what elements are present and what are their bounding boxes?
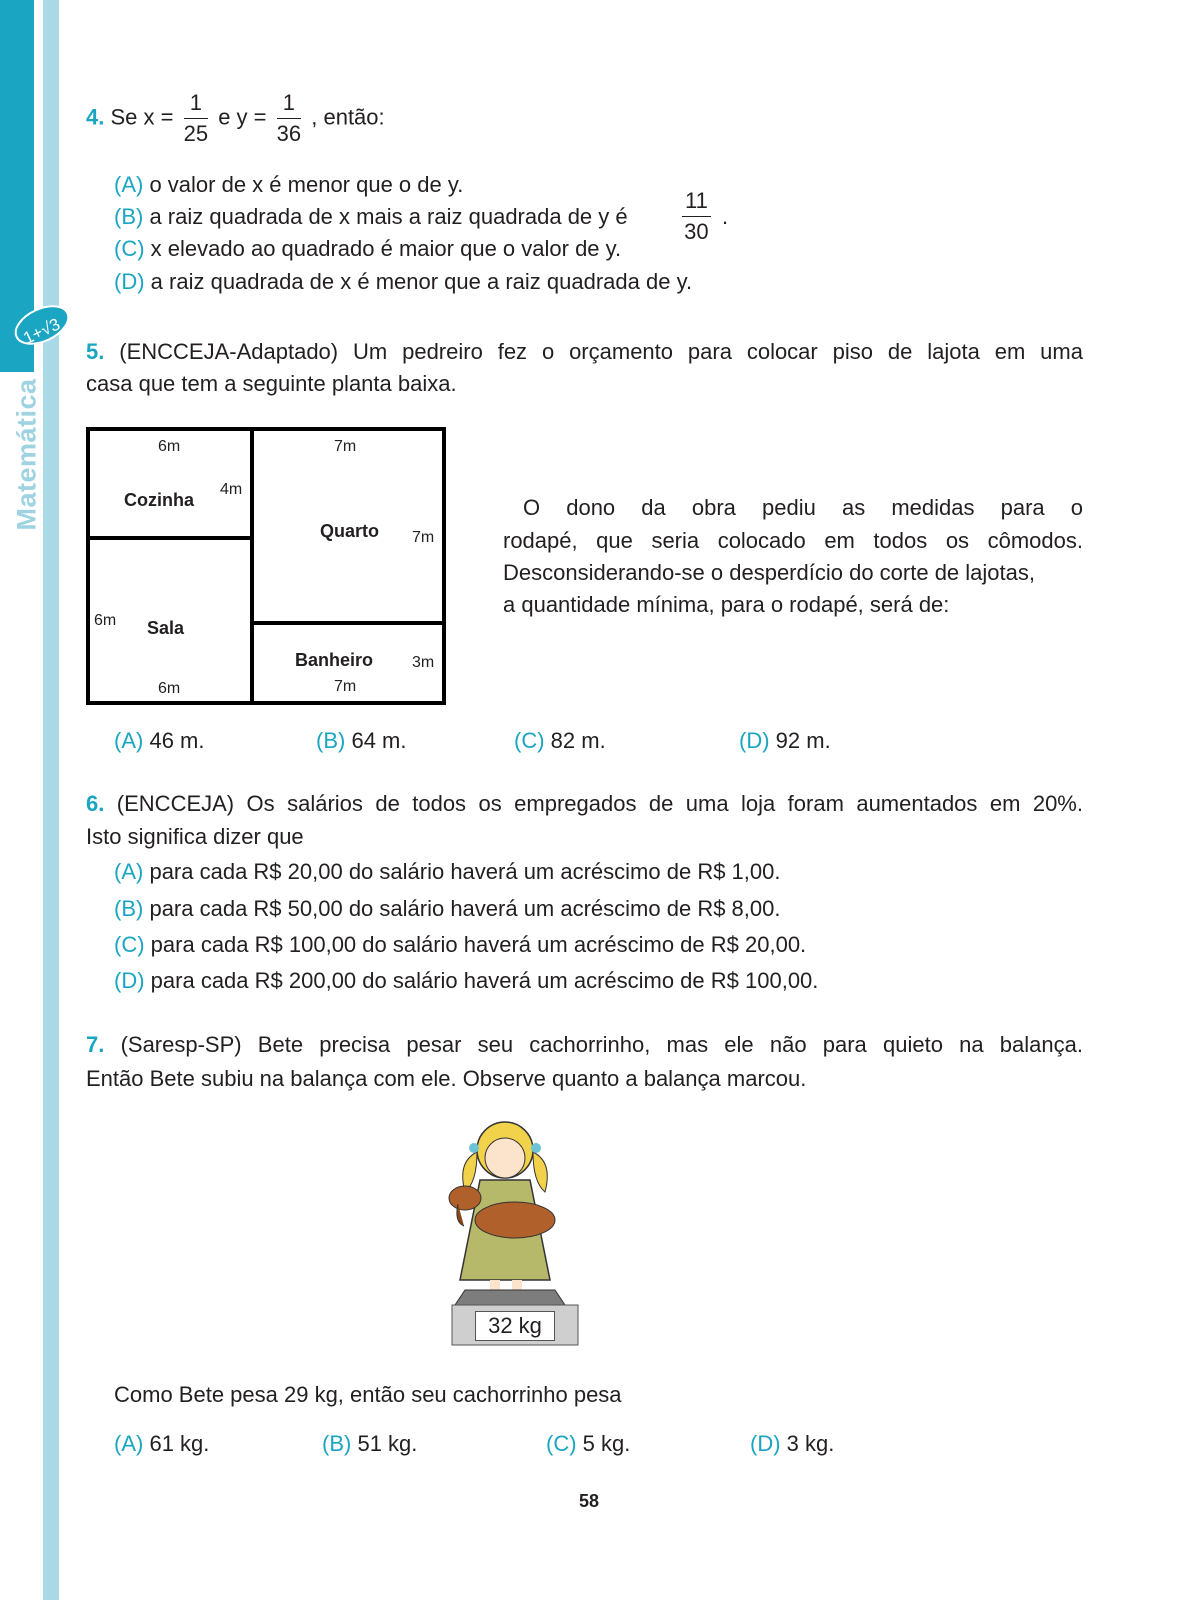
numerator: 1 (277, 88, 301, 119)
text: a quantidade mínima, para o rodapé, será de: (503, 592, 950, 617)
option-letter: (A) (114, 859, 144, 884)
option-b (114, 896, 780, 922)
text: rodapé, que seria colocado em todos os cômodos. (503, 528, 1083, 553)
option-b (114, 204, 628, 230)
option-letter: (A) (114, 728, 144, 753)
question-number: 4. (86, 104, 105, 130)
option-c (546, 1431, 630, 1457)
subject-label: Matemática (11, 378, 42, 531)
option-a (114, 172, 463, 198)
option-a (114, 1431, 209, 1457)
option-letter: (C) (114, 236, 145, 261)
option-d (750, 1431, 834, 1457)
option-letter: (B) (316, 728, 346, 753)
scale-display: 32 kg (475, 1311, 555, 1341)
denominator: 25 (183, 121, 209, 146)
option-text: 46 m. (149, 728, 205, 753)
text: casa que tem a seguinte planta baixa. (86, 371, 457, 396)
fraction-11-30 (682, 186, 711, 247)
text: Então Bete subiu na balança com ele. Observe quanto a balança marcou. (86, 1066, 807, 1091)
text: O dono da obra pediu as medidas para o (523, 495, 1083, 520)
question-number: 5. (86, 339, 105, 364)
text: Isto significa dizer que (86, 824, 304, 849)
option-letter: (B) (114, 204, 144, 229)
option-letter: (C) (546, 1431, 577, 1456)
fraction-x (184, 88, 208, 149)
option-letter: (D) (739, 728, 770, 753)
option-d (114, 968, 818, 994)
sidebar-stripe (43, 0, 59, 1600)
option-letter: (D) (114, 968, 145, 993)
room-label: Banheiro (295, 650, 374, 670)
option-text: para cada R$ 200,00 do salário haverá um acréscimo de R$ 100,00. (150, 968, 819, 993)
option-c (114, 932, 806, 958)
math-logo-icon (10, 300, 74, 350)
dimension: 7m (334, 438, 357, 455)
question-number: 6. (86, 791, 105, 816)
denominator: 36 (276, 121, 302, 146)
option-a (114, 859, 780, 885)
option-a (114, 728, 204, 754)
dimension: 6m (94, 612, 117, 629)
page-number: 58 (579, 1491, 600, 1511)
text: (ENCCEJA-Adaptado) Um pedreiro fez o orçamento para colocar piso de lajota em uma (119, 339, 1083, 364)
dimension: 6m (158, 438, 181, 455)
option-b (322, 1431, 417, 1457)
floor-plan (86, 427, 446, 705)
text: Como Bete pesa 29 kg, então seu cachorrinho pesa (114, 1382, 622, 1407)
option-text: a raiz quadrada de x mais a raiz quadrada de y é (149, 204, 628, 229)
text: Se x = (110, 104, 174, 130)
option-letter: (D) (114, 269, 145, 294)
option-text: 92 m. (775, 728, 831, 753)
text: e y = (218, 104, 267, 130)
option-text: 5 kg. (582, 1431, 631, 1456)
question-4 (86, 88, 385, 149)
dimension: 4m (220, 481, 243, 498)
option-letter: (D) (750, 1431, 781, 1456)
text: (ENCCEJA) Os salários de todos os empregados de uma loja foram aumentados em 20%. (116, 791, 1083, 816)
question-7 (86, 1032, 1083, 1058)
question-number: 7. (86, 1032, 105, 1057)
denominator: 30 (684, 219, 709, 244)
option-d (114, 269, 692, 295)
numerator: 1 (184, 88, 208, 119)
option-text: 82 m. (550, 728, 606, 753)
dimension: 7m (412, 529, 435, 546)
option-text: 61 kg. (149, 1431, 210, 1456)
option-text: 64 m. (351, 728, 407, 753)
option-letter: (B) (322, 1431, 352, 1456)
option-b (316, 728, 406, 754)
dimension: 6m (158, 680, 181, 697)
option-letter: (B) (114, 896, 144, 921)
option-letter: (A) (114, 1431, 144, 1456)
text: (Saresp-SP) Bete precisa pesar seu cachorrinho, mas ele não para quieto na balança. (120, 1032, 1083, 1057)
text: , então: (311, 104, 385, 130)
question-5 (86, 339, 1083, 365)
option-text: o valor de x é menor que o de y. (149, 172, 464, 197)
option-d (739, 728, 831, 754)
option-letter: (C) (114, 932, 145, 957)
option-text: x elevado ao quadrado é maior que o valor de y. (150, 236, 622, 261)
fraction-y (277, 88, 301, 149)
period: . (722, 204, 729, 229)
option-text: 3 kg. (786, 1431, 835, 1456)
option-text: a raiz quadrada de x é menor que a raiz quadrada de y. (150, 269, 693, 294)
option-letter: (A) (114, 172, 144, 197)
numerator: 11 (682, 186, 711, 217)
svg-text:1+√3: 1+√3 (20, 314, 63, 348)
room-label: Sala (147, 618, 185, 638)
option-c (514, 728, 606, 754)
question-6 (86, 791, 1083, 817)
room-label: Cozinha (124, 490, 194, 510)
option-c (114, 236, 621, 262)
option-letter: (C) (514, 728, 545, 753)
option-text: para cada R$ 100,00 do salário haverá um acréscimo de R$ 20,00. (150, 932, 807, 957)
text: Desconsiderando-se o desperdício do corte de lajotas, (503, 560, 1035, 585)
option-text: 51 kg. (357, 1431, 418, 1456)
dimension: 3m (412, 654, 435, 671)
dimension: 7m (334, 678, 357, 695)
option-text: para cada R$ 50,00 do salário haverá um acréscimo de R$ 8,00. (149, 896, 781, 921)
option-text: para cada R$ 20,00 do salário haverá um acréscimo de R$ 1,00. (149, 859, 781, 884)
room-label: Quarto (320, 521, 380, 541)
